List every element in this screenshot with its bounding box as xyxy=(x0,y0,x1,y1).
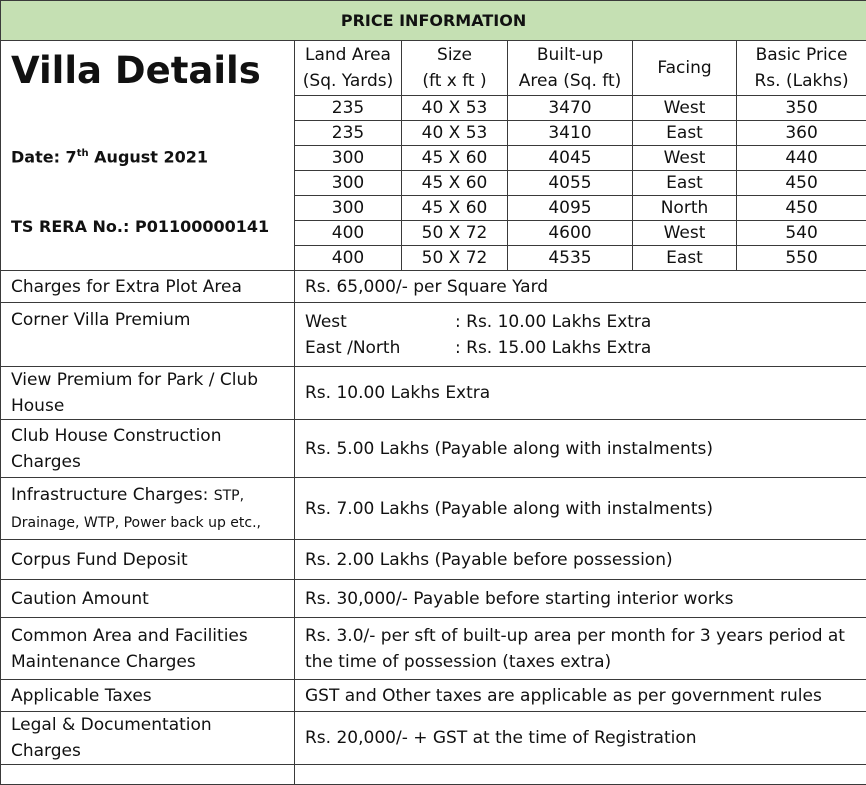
charge-label: Legal & Documentation Charges xyxy=(1,712,295,765)
villa-details-title: Villa Details xyxy=(11,49,284,93)
cell-land-area: 300 xyxy=(295,196,402,221)
charge-value: Rs. 7.00 Lakhs (Payable along with instalments) xyxy=(295,478,866,540)
cell-price: 450 xyxy=(737,196,866,221)
cell-built-up: 3470 xyxy=(508,96,633,121)
cell-size: 50 X 72 xyxy=(402,246,508,271)
cell-size: 45 X 60 xyxy=(402,171,508,196)
cell-facing: North xyxy=(633,196,737,221)
cell-land-area: 400 xyxy=(295,221,402,246)
charge-row-caution xyxy=(1,580,866,618)
cell-land-area: 400 xyxy=(295,246,402,271)
corner-eastnorth-value: : Rs. 15.00 Lakhs Extra xyxy=(455,335,651,361)
corner-west-value: : Rs. 10.00 Lakhs Extra xyxy=(455,309,651,335)
cell-price: 540 xyxy=(737,221,866,246)
cell-facing: West xyxy=(633,96,737,121)
charge-value: Rs. 5.00 Lakhs (Payable along with instalments) xyxy=(295,420,866,478)
charge-row-club-house xyxy=(1,420,866,478)
villa-details-cell xyxy=(1,41,295,271)
charge-label: Applicable Taxes xyxy=(1,680,295,712)
charge-label: Corpus Fund Deposit xyxy=(1,540,295,580)
charge-label: Infrastructure Charges: STP, Drainage, WTP, Power back up etc., xyxy=(1,478,295,540)
charge-row-taxes xyxy=(1,680,866,712)
cell-built-up: 3410 xyxy=(508,121,633,146)
cell-built-up: 4045 xyxy=(508,146,633,171)
cell-land-area: 300 xyxy=(295,146,402,171)
charge-value: Rs. 20,000/- + GST at the time of Registration xyxy=(295,712,866,765)
charge-value xyxy=(295,303,866,367)
charge-value: Rs. 30,000/- Payable before starting interior works xyxy=(295,580,866,618)
charge-label: Common Area and Facilities Maintenance Charges xyxy=(1,618,295,680)
charge-value: Rs. 10.00 Lakhs Extra xyxy=(295,367,866,420)
col-header-built-up-area: Built-up Area (Sq. ft) xyxy=(508,41,633,96)
cell-size: 40 X 53 xyxy=(402,121,508,146)
cell-built-up: 4535 xyxy=(508,246,633,271)
cell-built-up: 4600 xyxy=(508,221,633,246)
charge-label: Caution Amount xyxy=(1,580,295,618)
cell-facing: West xyxy=(633,221,737,246)
cell-facing: East xyxy=(633,121,737,146)
cell-size: 50 X 72 xyxy=(402,221,508,246)
cell-facing: East xyxy=(633,171,737,196)
charge-row-corpus xyxy=(1,540,866,580)
villa-date: Date: 7th August 2021 xyxy=(11,141,284,170)
cell-built-up: 4055 xyxy=(508,171,633,196)
charge-label: Club House Construction Charges xyxy=(1,420,295,478)
cell-land-area: 235 xyxy=(295,121,402,146)
cell-facing: West xyxy=(633,146,737,171)
cell-land-area: 300 xyxy=(295,171,402,196)
col-header-facing: Facing xyxy=(633,41,737,96)
cell-size: 40 X 53 xyxy=(402,96,508,121)
charge-label: View Premium for Park / Club House xyxy=(1,367,295,420)
charge-label: Corner Villa Premium xyxy=(1,303,295,367)
charge-label: Charges for Extra Plot Area xyxy=(1,271,295,303)
col-header-basic-price: Basic Price Rs. (Lakhs) xyxy=(737,41,866,96)
cell-land-area: 235 xyxy=(295,96,402,121)
charge-value: GST and Other taxes are applicable as per government rules xyxy=(295,680,866,712)
cell-facing: East xyxy=(633,246,737,271)
col-header-size: Size (ft x ft ) xyxy=(402,41,508,96)
cell-price: 550 xyxy=(737,246,866,271)
cell-size: 45 X 60 xyxy=(402,146,508,171)
cell-built-up: 4095 xyxy=(508,196,633,221)
cell-size: 45 X 60 xyxy=(402,196,508,221)
corner-eastnorth-label: East /North xyxy=(305,335,455,361)
cell-price: 360 xyxy=(737,121,866,146)
cell-price: 440 xyxy=(737,146,866,171)
cell-price: 450 xyxy=(737,171,866,196)
rera-number: TS RERA No.: P01100000141 xyxy=(11,214,284,240)
charge-row-infrastructure xyxy=(1,478,866,540)
charge-row-legal xyxy=(1,712,866,765)
corner-west-label: West xyxy=(305,309,455,335)
charge-row-extra-plot xyxy=(1,271,866,303)
charge-row-view-premium xyxy=(1,367,866,420)
col-header-land-area: Land Area (Sq. Yards) xyxy=(295,41,402,96)
charge-row-corner-villa xyxy=(1,303,866,367)
charge-row-maintenance xyxy=(1,618,866,680)
charge-value: Rs. 65,000/- per Square Yard xyxy=(295,271,866,303)
cell-price: 350 xyxy=(737,96,866,121)
charge-value: Rs. 2.00 Lakhs (Payable before possession) xyxy=(295,540,866,580)
price-information-header: PRICE INFORMATION xyxy=(1,1,866,41)
charge-value: Rs. 3.0/- per sft of built-up area per month for 3 years period at the time of possession (taxes extra) xyxy=(295,618,866,680)
